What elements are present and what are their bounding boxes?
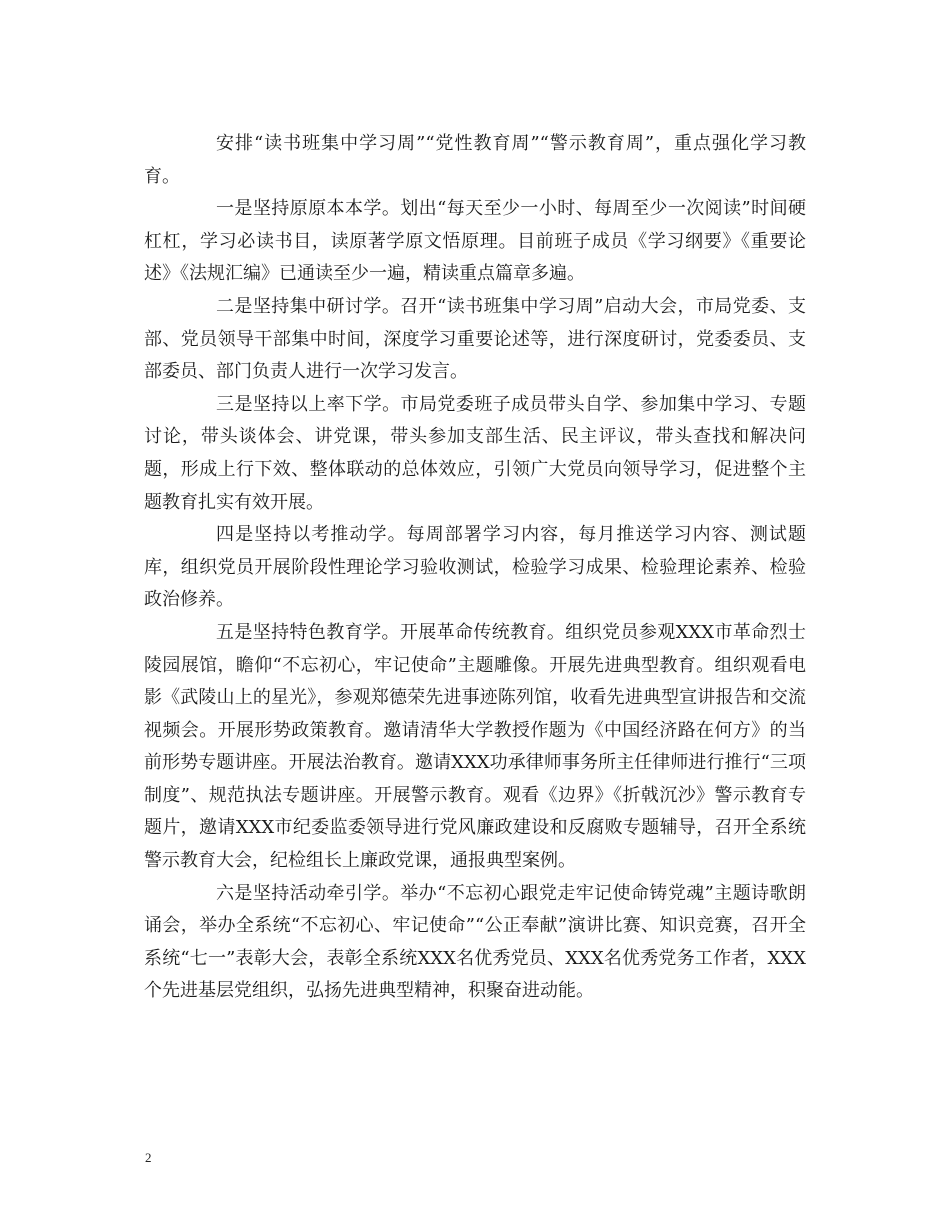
- body-text: [144, 128, 806, 1008]
- paragraph-special-education: 五是坚持特色教育学。开展革命传统教育。组织党员参观XXX市革命烈士陵园展馆，瞻仰“不忘初心，牢记使命”主题雕像。开展先进典型教育。组织观看电影《武陵山上的星光》，参观郑德荣先进事迹陈列馆，收看先进典型宣讲报告和交流视频会。开展形势政策教育。邀请清华大学教授作题为《中国经济路在何方》的当前形势专题讲座。开展法治教育。邀请XXX功承律师事务所主任律师进行推行“三项制度”、规范执法专题讲座。开展警示教育。观看《边界》《折戟沉沙》警示教育专题片，邀请XXX市纪委监委领导进行党风廉政建设和反腐败专题辅导，召开全系统警示教育大会，纪检组长上廉政党课，通报典型案例。: [144, 621, 806, 872]
- page-number: 2: [145, 1150, 152, 1165]
- paragraph-lead-by-example: 三是坚持以上率下学。市局党委班子成员带头自学、参加集中学习、专题讨论，带头谈体会、讲党课，带头参加支部生活、民主评议，带头查找和解决问题，形成上行下效、整体联动的总体效应，引领广大党员向领导学习，促进整个主题教育扎实有效开展。: [144, 393, 806, 513]
- paragraph-exam-driven: 四是坚持以考推动学。每周部署学习内容，每月推送学习内容、测试题库，组织党员开展阶段性理论学习验收测试，检验学习成果、检验理论素养、检验政治修养。: [144, 524, 806, 611]
- paragraph-activities: 六是坚持活动牵引学。举办“不忘初心跟党走牢记使命铸党魂”主题诗歌朗诵会，举办全系统“不忘初心、牢记使命”“公正奉献”演讲比赛、知识竞赛，召开全系统“七一”表彰大会，表彰全系统XXX名优秀党员、XXX名优秀党务工作者，XXX个先进基层党组织，弘扬先进典型精神，积聚奋进动能。: [144, 882, 806, 1002]
- paragraph-study-weeks: 安排“读书班集中学习周”“党性教育周”“警示教育周”，重点强化学习教育。: [144, 133, 806, 187]
- paragraph-group-discussion: 二是坚持集中研讨学。召开“读书班集中学习周”启动大会，市局党委、支部、党员领导干部集中时间，深度学习重要论述等，进行深度研讨，党委委员、支部委员、部门负责人进行一次学习发言。: [144, 295, 806, 383]
- paragraph-original-reading: 一是坚持原原本本学。划出“每天至少一小时、每周至少一次阅读”时间硬杠杠，学习必读书目，读原著学原文悟原理。目前班子成员《学习纲要》《重要论述》《法规汇编》已通读至少一遍，精读重点篇章多遍。: [144, 198, 806, 285]
